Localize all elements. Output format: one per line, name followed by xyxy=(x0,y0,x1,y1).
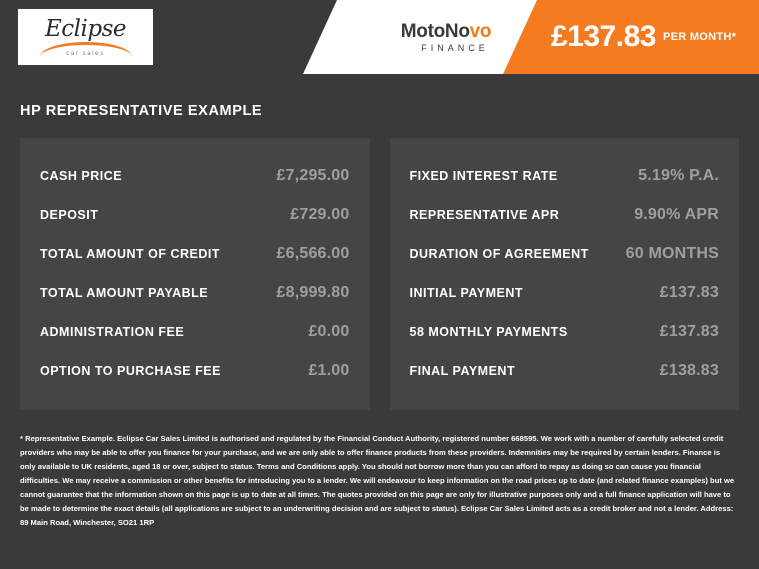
logo-subtitle: car sales xyxy=(66,51,105,57)
table-row xyxy=(40,351,350,390)
table-row xyxy=(410,273,720,312)
row-label: REPRESENTATIVE APR xyxy=(409,207,560,222)
row-value: £7,295.00 xyxy=(276,166,350,184)
table-row xyxy=(410,195,720,234)
row-label: TOTAL AMOUNT PAYABLE xyxy=(40,285,209,300)
brand-vo: vo xyxy=(469,20,492,42)
page-header xyxy=(0,0,759,74)
row-value: £6,566.00 xyxy=(276,244,350,262)
right-details-panel xyxy=(390,138,740,410)
table-row xyxy=(40,312,350,351)
disclaimer-text: * Representative Example. Eclipse Car Sales Limited is authorised and regulated by the Financial Conduct Authority, registered number 668595. We work with a number of carefully selected credit providers who may be able to offer you finance for your purchase, and we are only able to offer finance products from these providers. Indemnities may be required by certain lenders. Finance is only available to UK residents, aged 18 or over, subject to status. Terms and Conditions apply. You should not borrow more than you can afford to repay as doing so can cause you financial difficulties. We may receive a commission or other benefits for introducing you to a lender. We will endeavour to keep information on the road prices up to date (and related finance examples) but we cannot guarantee that the information shown on this page is up to date at all times. The quotes provided on this page are only for illustrative purposes only and a full finance application will have to be made to determine the exact details (all applications are subject to an underwriting decision and are subject to status). Eclipse Car Sales Limited acts as a credit broker and not a lender. Address: 89 Main Road, Winchester, SO21 1RP xyxy=(20,434,735,528)
page-title: HP REPRESENTATIVE EXAMPLE xyxy=(20,103,263,119)
row-value: 5.19% P.A. xyxy=(638,166,719,184)
per-month-label: PER MONTH* xyxy=(662,31,737,43)
monthly-price-block xyxy=(537,0,759,74)
finance-details-panels xyxy=(0,119,759,410)
eclipse-logo[interactable] xyxy=(18,9,153,65)
left-details-panel xyxy=(20,138,370,410)
row-value: 9.90% APR xyxy=(634,205,719,223)
table-row xyxy=(40,156,350,195)
brand-no: No xyxy=(444,20,470,42)
row-label: CASH PRICE xyxy=(40,168,123,183)
logo-swoosh-icon xyxy=(40,42,132,49)
row-value: £1.00 xyxy=(308,361,350,379)
row-value: £137.83 xyxy=(659,322,719,340)
brand-moto: Moto xyxy=(400,20,445,42)
table-row xyxy=(410,351,720,390)
logo-wordmark: Eclipse xyxy=(44,16,127,42)
row-value: £729.00 xyxy=(290,205,350,223)
monthly-price: £137.83 xyxy=(551,20,656,53)
table-row xyxy=(40,195,350,234)
finance-banner xyxy=(337,0,759,74)
row-value: £0.00 xyxy=(308,322,350,340)
row-value: £137.83 xyxy=(659,283,719,301)
row-value: 60 MONTHS xyxy=(625,244,719,262)
table-row xyxy=(410,234,720,273)
row-label: ADMINISTRATION FEE xyxy=(40,324,185,339)
row-label: 58 MONTHLY PAYMENTS xyxy=(409,324,568,339)
row-value: £138.83 xyxy=(659,361,719,379)
row-label: OPTION TO PURCHASE FEE xyxy=(40,363,221,378)
table-row xyxy=(410,156,720,195)
row-label: FIXED INTEREST RATE xyxy=(409,168,558,183)
row-label: INITIAL PAYMENT xyxy=(409,285,524,300)
row-label: FINAL PAYMENT xyxy=(409,363,516,378)
brand-finance-label: FINANCE xyxy=(421,42,489,53)
row-label: TOTAL AMOUNT OF CREDIT xyxy=(40,246,220,261)
table-row xyxy=(40,234,350,273)
table-row xyxy=(40,273,350,312)
row-value: £8,999.80 xyxy=(276,283,350,301)
row-label: DURATION OF AGREEMENT xyxy=(409,246,589,261)
row-label: DEPOSIT xyxy=(40,207,99,222)
table-row xyxy=(410,312,720,351)
